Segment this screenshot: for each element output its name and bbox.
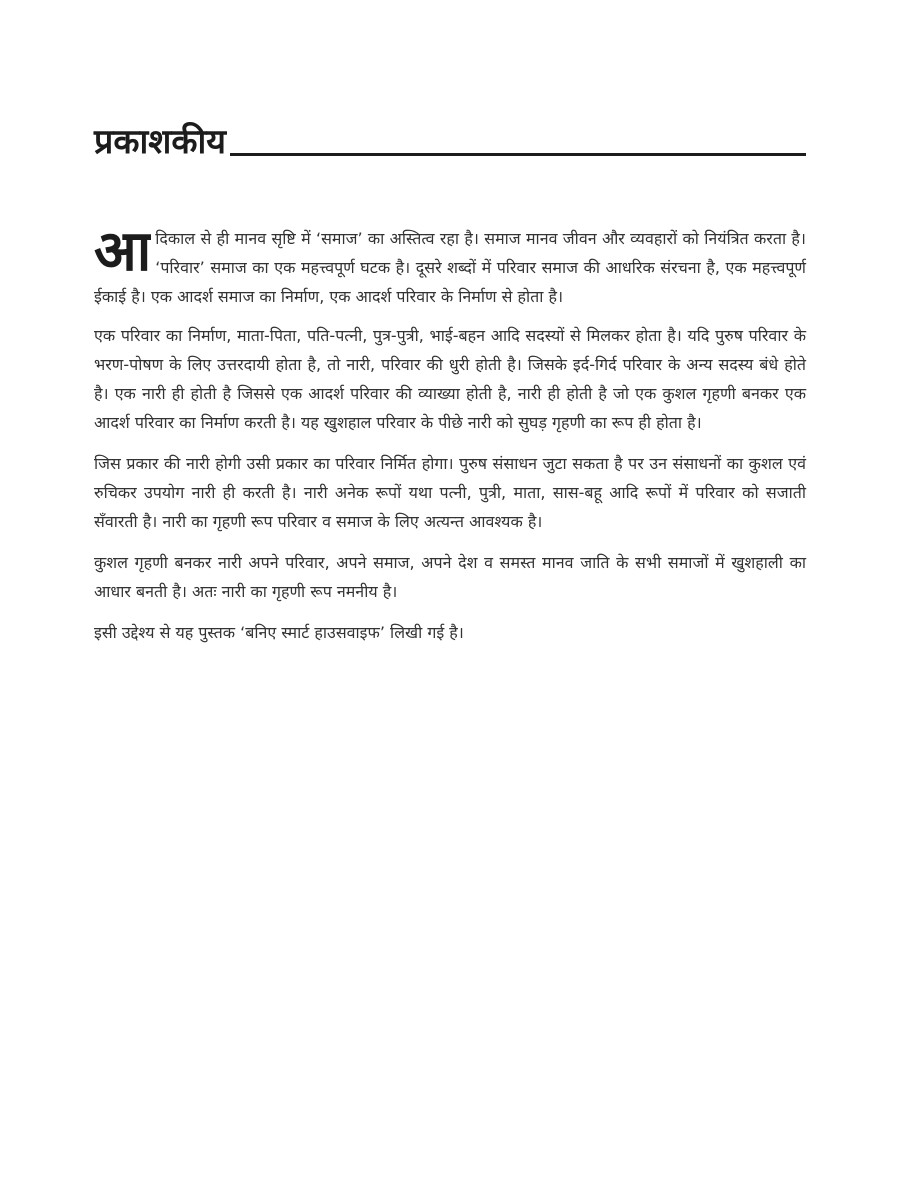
paragraph-4: कुशल गृहणी बनकर नारी अपने परिवार, अपने समाज, अपने देश व समस्त मानव जाति के सभी समाजों में खुशहाली का आधार बनती है। अतः नारी का गृहणी रूप नमनीय है। [94,553,806,601]
paragraph-2: एक परिवार का निर्माण, माता-पिता, पति-पत्नी, पुत्र-पुत्री, भाई-बहन आदि सदस्यों से मिलकर होता है। यदि पुरुष परिवार के भरण-पोषण के लिए उत्तरदायी होता है, तो नारी, परिवार की धुरी होती है। जिसके इर्द-गिर्द परिवार के अन्य सदस्य बंधे होते है। एक नारी ही होती है जिससे एक आदर्श परिवार की व्याख्या होती है, नारी ही होती है जो एक कुशल गृहणी बनकर एक आदर्श परिवार का निर्माण करती है। यह खुशहाल परिवार के पीछे नारी को सुघड़ गृहणी का रूप ही होता है। [94,326,806,432]
page-title: प्रकाशकीय [94,122,227,162]
paragraph-5: इसी उद्देश्य से यह पुस्तक ‘बनिए स्मार्ट हाउसवाइफ’ लिखी गई है। [94,623,464,642]
heading-underline [230,153,806,156]
paragraph-1 [94,224,806,311]
paragraph-3: जिस प्रकार की नारी होगी उसी प्रकार का परिवार निर्मित होगा। पुरुष संसाधन जुटा सकता है पर उन संसाधनों का कुशल एवं रुचिकर उपयोग नारी ही करती है। नारी अनेक रूपों यथा पत्नी, पुत्री, माता, सास-बहू आदि रूपों में परिवार को सजाती सँवारती है। नारी का गृहणी रूप परिवार व समाज के लिए अत्यन्त आवश्यक है। [94,454,806,531]
drop-cap: आ [94,226,152,278]
paragraph-1-text: दिकाल से ही मानव सृष्टि में ‘समाज’ का अस्तित्व रहा है। समाज मानव जीवन और व्यवहारों को नियंत्रित करता है। ‘परिवार’ समाज का एक महत्त्वपूर्ण घटक है। दूसरे शब्दों में परिवार समाज की आधरिक संरचना है, एक महत्त्वपूर्ण ईकाई है। एक आदर्श समाज का निर्माण, एक आदर्श परिवार के निर्माण से होता है। [94,229,806,306]
body-text [94,224,806,659]
heading-row [94,112,806,162]
